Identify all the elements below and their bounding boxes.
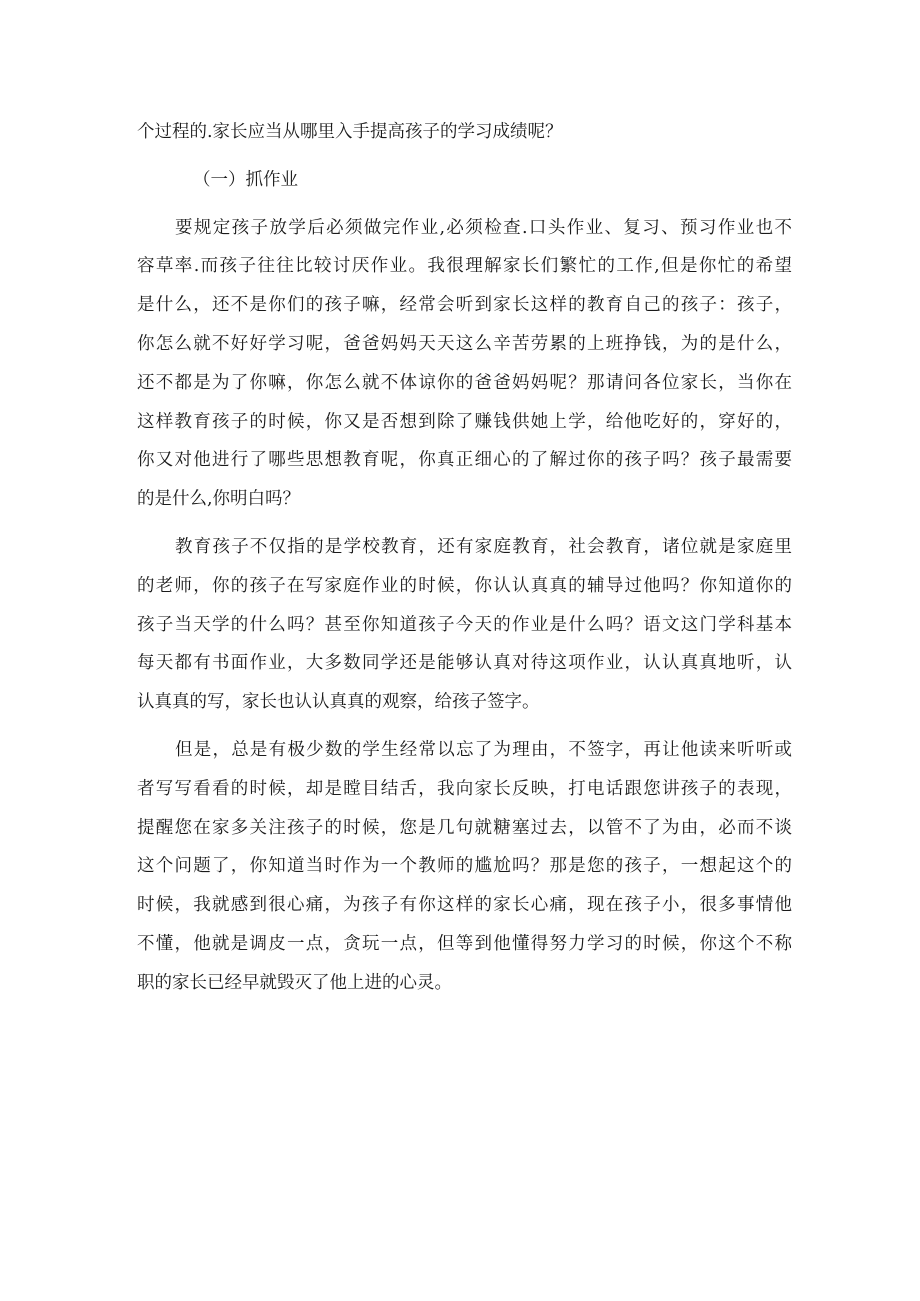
paragraph-line: 每天都有书面作业，大多数同学还是能够认真对待这项作业，认认真真地听，认 [137, 653, 792, 674]
paragraph-line: 容草率.而孩子往往比较讨厌作业。我很理解家长们繁忙的工作,但是你忙的希望 [137, 256, 792, 277]
paragraph-line: 职的家长已经早就毁灭了他上进的心灵。 [137, 972, 452, 993]
paragraph-2 [137, 528, 792, 722]
paragraph-line: 这个问题了，你知道当时作为一个教师的尴尬吗？那是您的孩子，一想起这个的 [137, 856, 792, 877]
document-body [137, 113, 792, 1003]
paragraph-line: 教育孩子不仅指的是学校教育，还有家庭教育，社会教育，诸位就是家庭里 [175, 536, 792, 557]
paragraph-line: 是什么，还不是你们的孩子嘛，经常会听到家长这样的教育自己的孩子：孩子， [137, 295, 792, 316]
paragraph-line: 你又对他进行了哪些思想教育呢，你真正细心的了解过你的孩子吗？孩子最需要 [137, 450, 792, 471]
paragraph-line: 但是，总是有极少数的学生经常以忘了为理由，不签字，再让他读来听听或 [175, 739, 792, 760]
paragraph-line: 提醒您在家多关注孩子的时候，您是几句就糖塞过去，以管不了为由，必而不谈 [137, 817, 792, 838]
section-heading: （一）抓作业 [193, 169, 298, 190]
paragraph-line: 孩子当天学的什么吗？甚至你知道孩子今天的作业是什么吗？语文这门学科基本 [137, 614, 792, 635]
lead-line: 个过程的.家长应当从哪里入手提高孩子的学习成绩呢？ [137, 122, 563, 142]
paragraph-line: 还不都是为了你嘛，你怎么就不体谅你的爸爸妈妈呢？那请问各位家长，当你在 [137, 372, 792, 393]
paragraph-line: 者写写看看的时候，却是瞠目结舌，我向家长反映，打电话跟您讲孩子的表现， [137, 778, 792, 799]
paragraph-line: 的是什么,你明白吗？ [137, 489, 301, 510]
paragraph-1 [137, 209, 792, 519]
paragraph-line: 认真真的写，家长也认认真真的观察，给孩子签字。 [137, 692, 540, 713]
paragraph-line: 要规定孩子放学后必须做完作业,必须检查.口头作业、复习、预习作业也不 [175, 217, 792, 238]
paragraph-3 [137, 731, 792, 1003]
paragraph-line: 的老师，你的孩子在写家庭作业的时候，你认认真真的辅导过他吗？你知道你的 [137, 575, 792, 596]
paragraph-line: 你怎么就不好好学习呢，爸爸妈妈天天这么辛苦劳累的上班挣钱，为的是什么， [137, 333, 792, 354]
paragraph-line: 时候，我就感到很心痛，为孩子有你这样的家长心痛，现在孩子小，很多事情他 [137, 895, 792, 916]
paragraph-line: 不懂，他就是调皮一点，贪玩一点，但等到他懂得努力学习的时候，你这个不称 [137, 933, 792, 954]
paragraph-line: 这样教育孩子的时候，你又是否想到除了赚钱供她上学，给他吃好的，穿好的， [137, 411, 792, 432]
